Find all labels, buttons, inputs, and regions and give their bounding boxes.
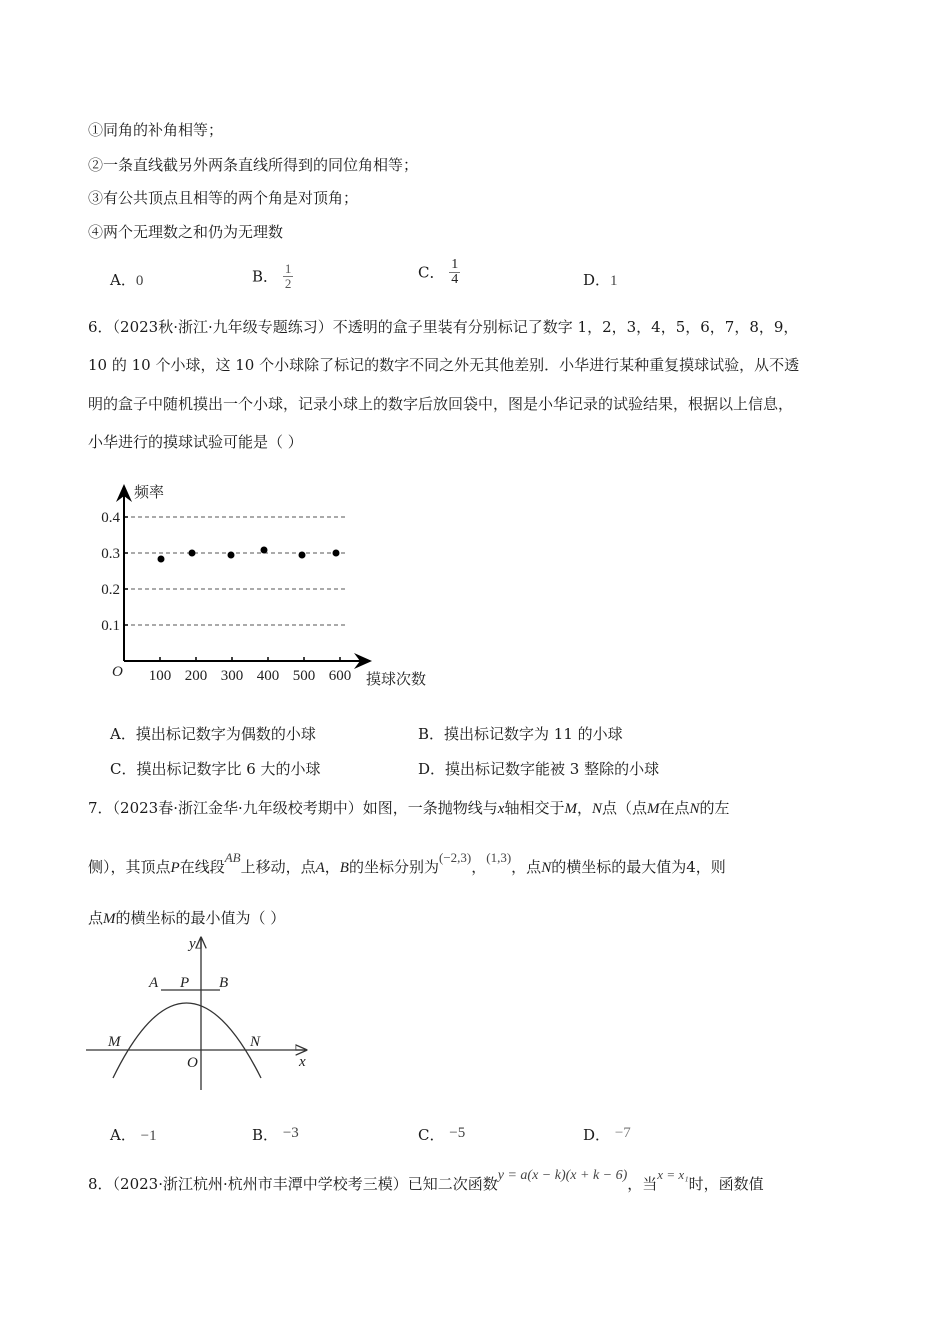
var-M: M xyxy=(103,911,116,927)
data-point xyxy=(299,552,306,559)
q5-statement-3: ③有公共顶点且相等的两个角是对顶角； xyxy=(88,189,359,207)
var-N: N xyxy=(541,860,552,876)
y-tick-0.1: 0.1 xyxy=(101,618,120,634)
text: ， xyxy=(324,858,340,876)
label-N: N xyxy=(250,1034,261,1050)
option-value: −3 xyxy=(282,1125,299,1141)
q5-statement-1: ①同角的补角相等； xyxy=(88,121,224,139)
q6-stem-line-3: 明的盒子中随机摸出一个小球，记录小球上的数字后放回袋中，图是小华记录的试验结果，根据以上信息， xyxy=(88,395,794,413)
label-P: P xyxy=(180,975,190,991)
text: 的左 xyxy=(699,799,730,817)
text: 的坐标分别为 xyxy=(348,858,439,876)
x-tick-100: 100 xyxy=(148,668,172,684)
option-label: C． xyxy=(418,1126,445,1144)
quadratic-formula: y = a(x − k)(x + k − 6) xyxy=(497,1168,628,1183)
text: ，当 xyxy=(627,1175,658,1193)
q6-option-d[interactable]: D．摸出标记数字能被 3 整除的小球 xyxy=(418,760,660,778)
var-M: M xyxy=(647,801,660,817)
text: ， xyxy=(576,799,592,817)
var-N: N xyxy=(689,801,700,817)
option-value: 1 xyxy=(610,273,618,289)
option-label: D． xyxy=(583,1126,611,1144)
var-N: N xyxy=(591,801,602,817)
text: ，点 xyxy=(511,858,542,876)
option-label: D． xyxy=(583,271,611,289)
q7-stem-line-2 xyxy=(88,850,726,878)
var-B: B xyxy=(339,860,349,876)
var-M: M xyxy=(564,801,577,817)
denominator: 2 xyxy=(284,276,292,291)
label-M: M xyxy=(108,1034,121,1050)
x-tick-600: 600 xyxy=(328,668,352,684)
text: 7．（2023春·浙江金华·九年级校考期中）如图，一条抛物线与 xyxy=(88,799,498,817)
y-axis-label: 频率 xyxy=(134,483,165,501)
q6-option-a[interactable]: A．摸出标记数字为偶数的小球 xyxy=(110,725,316,743)
q7-option-a[interactable] xyxy=(110,1125,157,1146)
var-P: P xyxy=(170,860,180,876)
label-B: B xyxy=(219,975,229,991)
option-label: C． xyxy=(418,263,445,282)
option-label: A． xyxy=(110,271,136,289)
x-axis-label: 摸球次数 xyxy=(366,670,427,688)
option-value: −1 xyxy=(140,1128,157,1144)
text: 在点 xyxy=(659,799,690,817)
q5-statement-4: ④两个无理数之和仍为无理数 xyxy=(88,223,284,241)
y-tick-0.3: 0.3 xyxy=(101,546,120,562)
y-tick-0.4: 0.4 xyxy=(101,510,120,526)
var-x: x xyxy=(497,801,505,817)
data-point xyxy=(333,550,340,557)
denominator: 4 xyxy=(451,272,459,287)
q7-option-b[interactable] xyxy=(252,1125,299,1146)
text: 时，函数值 xyxy=(688,1175,764,1193)
text: 在线段 xyxy=(179,858,225,876)
q6-option-c[interactable]: C．摸出标记数字比 6 大的小球 xyxy=(110,760,321,778)
q6-stem-line-1: 6．（2023秋·浙江·九年级专题练习）不透明的盒子里装有分别标记了数字 1，2，3，4，5，6，7，8，9， xyxy=(88,318,799,336)
label-A: A xyxy=(149,975,159,991)
text: 上移动，点 xyxy=(240,858,316,876)
data-point xyxy=(189,550,196,557)
q8-stem-line-1 xyxy=(88,1167,764,1196)
option-value: −7 xyxy=(614,1125,631,1141)
q6-stem-line-2: 10 的 10 个小球，这 10 个小球除了标记的数字不同之外无其他差别．小华进行某种重复摸球试验，从不透 xyxy=(88,356,800,374)
x-tick-200: 200 xyxy=(184,668,208,684)
q7-stem-line-1 xyxy=(88,798,730,819)
text: 侧），其顶点 xyxy=(88,858,171,876)
option-value: 0 xyxy=(135,273,144,289)
coord-B: (1,3) xyxy=(486,850,512,865)
segment-AB: AB xyxy=(224,850,241,865)
option-value: −5 xyxy=(449,1125,466,1141)
x-tick-300: 300 xyxy=(220,668,244,684)
coord-A: (−2,3) xyxy=(438,850,472,865)
option-label: B． xyxy=(252,1126,279,1144)
q6-option-b[interactable]: B．摸出标记数字为 11 的小球 xyxy=(418,725,623,743)
option-label: B． xyxy=(252,267,279,286)
q6-stem-line-4: 小华进行的摸球试验可能是（ ） xyxy=(88,433,303,451)
condition: x = x₁ xyxy=(657,1167,689,1182)
text: 的横坐标的最大值为4，则 xyxy=(551,858,726,876)
text: 的横坐标的最小值为（ ） xyxy=(115,909,286,927)
text: 轴相交于 xyxy=(504,799,565,817)
text: ， xyxy=(471,858,487,876)
numerator: 1 xyxy=(284,261,292,276)
data-point xyxy=(228,552,235,559)
text: 点（点 xyxy=(601,799,647,817)
label-y: y xyxy=(189,936,196,952)
data-point xyxy=(261,547,268,554)
label-O: O xyxy=(187,1055,198,1071)
q7-option-d[interactable] xyxy=(583,1125,631,1146)
option-label: A． xyxy=(110,1126,136,1144)
var-A: A xyxy=(315,860,325,876)
origin-label: O xyxy=(112,664,123,680)
x-tick-400: 400 xyxy=(256,668,280,684)
gridlines xyxy=(124,517,347,625)
q7-option-c[interactable] xyxy=(418,1125,465,1146)
parabola-figure xyxy=(80,930,320,1095)
text: 点 xyxy=(88,909,104,927)
x-tick-500: 500 xyxy=(292,668,316,684)
label-x: x xyxy=(299,1054,306,1070)
y-tick-0.2: 0.2 xyxy=(101,582,120,598)
text: 8．（2023·浙江杭州·杭州市丰潭中学校考三模）已知二次函数 xyxy=(88,1175,498,1193)
q5-statement-2: ②一条直线截另外两条直线所得到的同位角相等； xyxy=(88,156,419,174)
numerator: 1 xyxy=(451,257,459,272)
q7-stem-line-3 xyxy=(88,908,285,929)
data-points xyxy=(158,547,340,563)
data-point xyxy=(158,556,165,563)
